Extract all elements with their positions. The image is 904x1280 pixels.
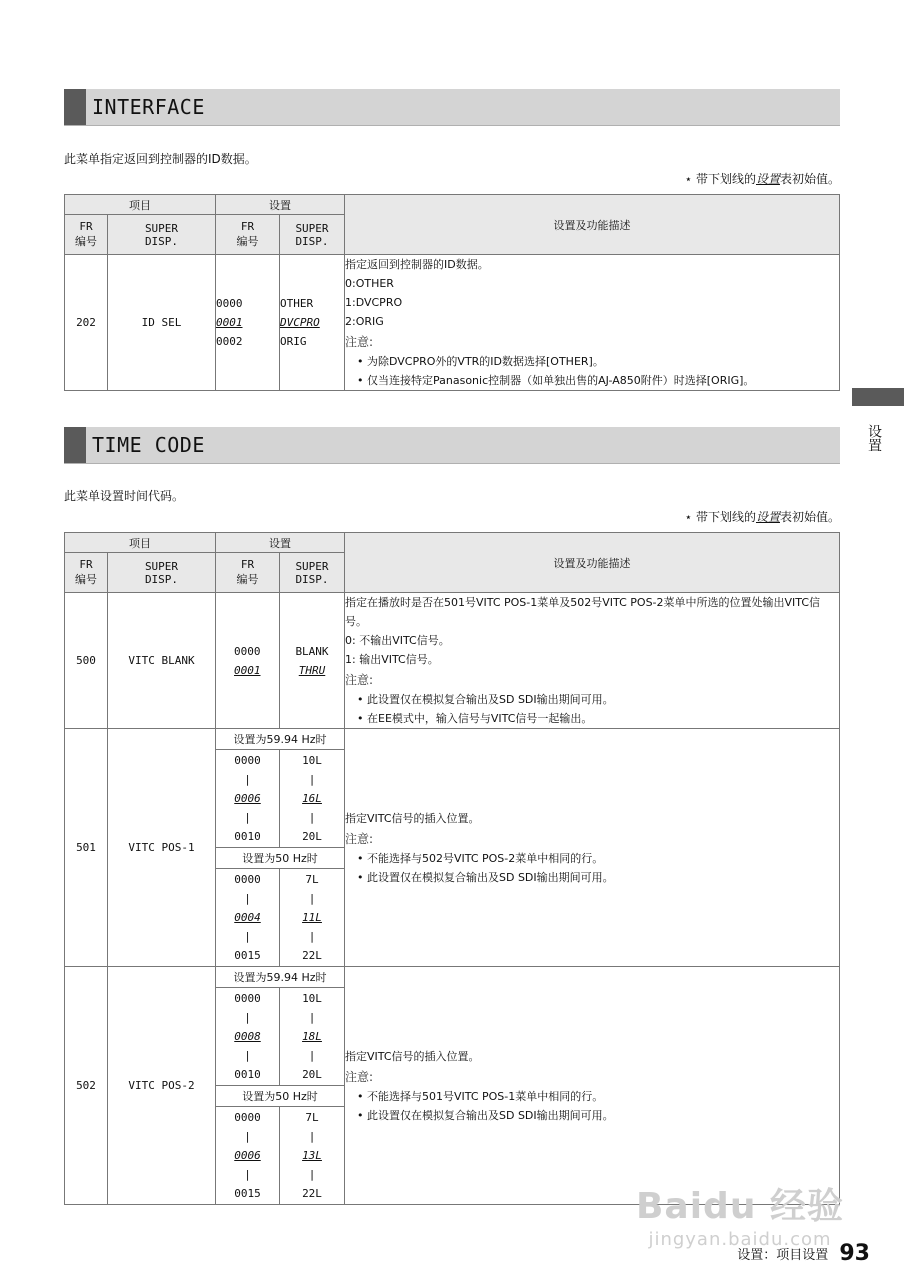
range-disp-50: 7L | 13L | 22L (280, 1107, 345, 1205)
range-fr-50: 0000 | 0004 | 0015 (216, 869, 280, 967)
header-fr: FR 编号 (65, 553, 108, 593)
timecode-default-note: ⋆ 带下划线的设置表初始值。 (684, 510, 840, 524)
section-band-interface (64, 89, 840, 126)
range-fr-5994: 0000 | 0006 | 0010 (216, 750, 280, 848)
header-super: SUPER DISP. (108, 553, 216, 593)
interface-intro: 此菜单指定返回到控制器的ID数据。 (64, 152, 257, 166)
setting-disp-values: BLANK THRU (280, 593, 345, 729)
header-set-fr: FR 编号 (216, 553, 280, 593)
fr-number: 502 (65, 967, 108, 1205)
hz-label-50: 设置为50 Hz时 (216, 848, 345, 869)
header-item: 项目 (65, 533, 216, 553)
range-disp-5994: 10L | 18L | 20L (280, 988, 345, 1086)
watermark-url: jingyan.baidu.com (648, 1229, 832, 1250)
section-band-timecode (64, 427, 840, 464)
fr-number: 501 (65, 729, 108, 967)
fr-number: 500 (65, 593, 108, 729)
description: 指定在播放时是否在501号VITC POS-1菜单及502号VITC POS-2菜单中所选的位置处输出VITC信号。 0: 不输出VITC信号。 1: 输出VITC信号。 注意: • 此设置仅在模拟复合输出及SD SDI输出期间可用。 • 在EE模式中，输入信号与VITC信号一起输出。 (345, 593, 840, 729)
setting-fr-values: 0000 0001 (216, 593, 280, 729)
interface-table (64, 194, 840, 391)
page-footer (737, 1241, 870, 1266)
header-set-super: SUPER DISP. (280, 215, 345, 255)
watermark (636, 1178, 844, 1250)
side-tab-label: 设置 (866, 424, 882, 452)
super-disp: VITC POS-1 (108, 729, 216, 967)
range-fr-5994: 0000 | 0008 | 0010 (216, 988, 280, 1086)
watermark-logo: Baidu 经验 (635, 1186, 844, 1227)
description: 指定VITC信号的插入位置。 注意: • 不能选择与502号VITC POS-2菜单中相同的行。 • 此设置仅在模拟复合输出及SD SDI输出期间可用。 (345, 729, 840, 967)
range-disp-5994: 10L | 16L | 20L (280, 750, 345, 848)
setting-fr-values: 0000 0001 0002 (216, 255, 280, 391)
section-title-timecode: TIME CODE (92, 433, 205, 457)
hz-label-50: 设置为50 Hz时 (216, 1086, 345, 1107)
section-title-interface: INTERFACE (92, 95, 205, 119)
description: 指定VITC信号的插入位置。 注意: • 不能选择与501号VITC POS-1菜单中相同的行。 • 此设置仅在模拟复合输出及SD SDI输出期间可用。 (345, 967, 840, 1205)
header-fr: FR 编号 (65, 215, 108, 255)
fr-number: 202 (65, 255, 108, 391)
range-disp-50: 7L | 11L | 22L (280, 869, 345, 967)
super-disp: VITC POS-2 (108, 967, 216, 1205)
super-disp: ID SEL (108, 255, 216, 391)
header-desc: 设置及功能描述 (345, 195, 840, 255)
timecode-intro: 此菜单设置时间代码。 (64, 489, 185, 503)
header-super: SUPER DISP. (108, 215, 216, 255)
header-set-super: SUPER DISP. (280, 553, 345, 593)
description: 指定返回到控制器的ID数据。 0:OTHER 1:DVCPRO 2:ORIG 注意: • 为除DVCPRO外的VTR的ID数据选择[OTHER]。 • 仅当连接特定Panasonic控制器（如单独出售的AJ-A850附件）时选择[ORIG]。 (345, 255, 840, 391)
header-setting: 设置 (216, 195, 345, 215)
header-item: 项目 (65, 195, 216, 215)
footer-section: 设置：项目设置 (737, 1248, 829, 1263)
timecode-table (64, 532, 840, 1205)
super-disp: VITC BLANK (108, 593, 216, 729)
hz-label-5994: 设置为59.94 Hz时 (216, 967, 345, 988)
header-setting: 设置 (216, 533, 345, 553)
side-tab-bar (852, 388, 904, 406)
header-desc: 设置及功能描述 (345, 533, 840, 593)
setting-disp-values: OTHER DVCPRO ORIG (280, 255, 345, 391)
hz-label-5994: 设置为59.94 Hz时 (216, 729, 345, 750)
interface-default-note: ⋆ 带下划线的设置表初始值。 (684, 172, 840, 186)
page-number: 93 (839, 1241, 870, 1266)
range-fr-50: 0000 | 0006 | 0015 (216, 1107, 280, 1205)
header-set-fr: FR 编号 (216, 215, 280, 255)
